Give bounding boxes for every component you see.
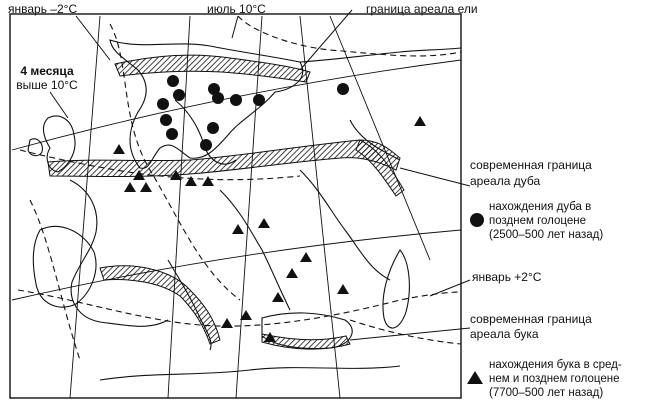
legend-beech-line: нахождения бука в сред- <box>489 359 622 371</box>
legend-beech-icon <box>467 371 483 384</box>
label-four-months-line2: выше 10°С <box>16 78 78 92</box>
oak-finding-point <box>167 75 179 87</box>
leader-beech-border <box>350 328 470 340</box>
beech-finding-point <box>113 144 125 154</box>
beech-finding-point <box>337 284 349 294</box>
label-beech-border-line1: современная граница <box>470 312 592 326</box>
oak-finding-point <box>166 128 178 140</box>
label-january-minus2: январь –2°С <box>8 2 78 16</box>
legend-beech <box>489 358 622 400</box>
beech-finding-point <box>140 182 152 192</box>
leader-july10 <box>232 16 238 38</box>
coastlines <box>28 40 461 380</box>
label-january-plus2: январь +2°С <box>472 270 542 284</box>
label-oak-border-line1: современная граница <box>470 158 592 172</box>
beech-range-hatch <box>100 266 220 344</box>
beech-finding-point <box>221 318 233 328</box>
legend-beech-line: нем и позднем голоцене <box>489 373 620 385</box>
beech-finding-point <box>185 176 197 186</box>
legend-oak-line: (2500–500 лет назад) <box>489 229 604 241</box>
legend-oak-line: нахождения дуба в <box>489 201 592 213</box>
beech-finding-point <box>414 116 426 126</box>
beech-finding-point <box>124 182 136 192</box>
leader-spruce-border <box>300 10 352 70</box>
label-july10: июль 10°С <box>207 2 266 16</box>
leader-january-minus2 <box>76 16 110 60</box>
legend-beech-line: (7700–500 лет назад) <box>489 387 604 399</box>
oak-finding-point <box>157 98 169 110</box>
label-beech-border-line2: ареала бука <box>470 327 539 341</box>
oak-finding-point <box>230 94 242 106</box>
leader-january-plus2 <box>430 280 470 296</box>
spruce-range-hatch <box>115 55 310 82</box>
label-four-months-line1: 4 месяца <box>20 64 74 78</box>
beech-finding-point <box>286 268 298 278</box>
label-spruce-border: граница ареала ели <box>366 2 478 16</box>
beech-finding-point <box>258 218 270 228</box>
oak-finding-point <box>212 92 224 104</box>
oak-finding-point <box>337 83 349 95</box>
label-oak-border-line2: ареала дуба <box>470 174 541 188</box>
oak-finding-point <box>207 122 219 134</box>
legend-oak-line: позднем голоцене <box>489 215 586 227</box>
beech-finding-point <box>300 252 312 262</box>
legend-oak-icon <box>470 213 484 227</box>
leader-four-months <box>50 92 68 118</box>
oak-finding-point <box>200 139 212 151</box>
legend-oak <box>489 200 603 242</box>
oak-range-hatch <box>48 140 400 177</box>
oak-finding-point <box>253 94 265 106</box>
oak-finding-point <box>160 114 172 126</box>
beech-finding-point <box>232 224 244 234</box>
leader-oak-border <box>400 168 470 186</box>
beech-finding-point <box>202 176 214 186</box>
oak-finding-point <box>173 89 185 101</box>
